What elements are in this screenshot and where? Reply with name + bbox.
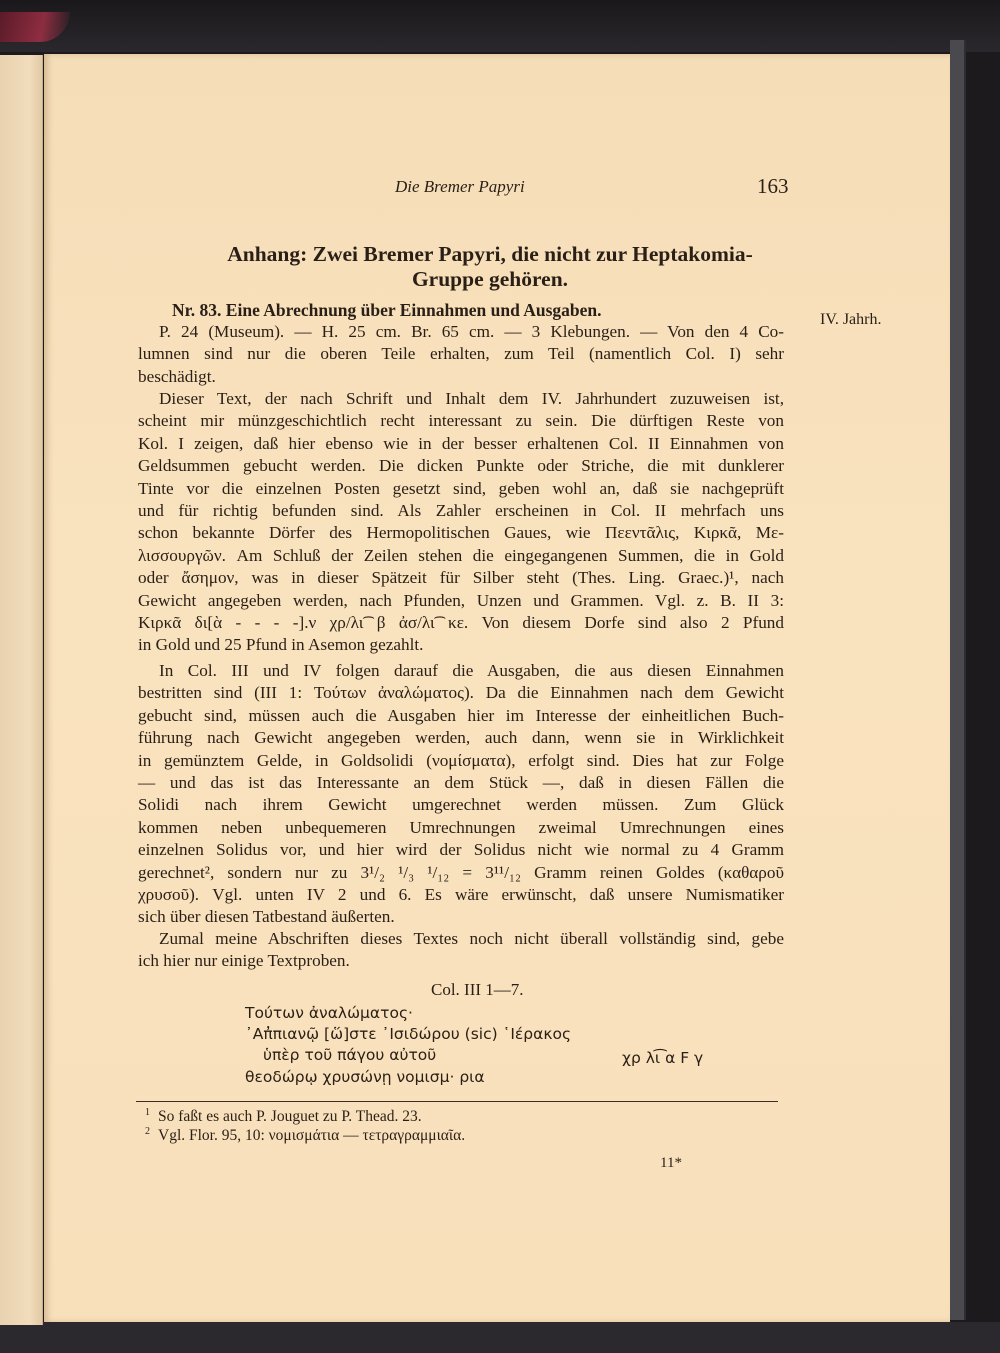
signature-mark: 11* (660, 1155, 682, 1171)
footnote-mark: 2 (145, 1126, 150, 1137)
text-line: beschädigt. (138, 366, 216, 386)
text-line: — und das ist das Interessante an dem Stück —, daß in diesen Fällen die (138, 772, 784, 792)
footnote-rule (136, 1101, 778, 1102)
text-line: Dieser Text, der nach Schrift und Inhalt dem IV. Jahrhundert zuzuweisen ist, (159, 389, 784, 408)
paragraph-analysis (138, 388, 784, 657)
footnote-text: Vgl. Flor. 95, 10: νομισμάτια — τετραγραμμιαῖα. (158, 1127, 466, 1145)
text-line: Zumal meine Abschriften dieses Textes noch nicht überall vollständig sind, gebe (159, 929, 784, 948)
text-line: Kol. I zeigen, daß hier ebenso wie in der besser erhaltenen Col. II Einnahmen von (138, 433, 784, 453)
text-line: sich über diesen Tatbestand äußerten. (138, 907, 395, 927)
footnote-mark: 1 (145, 1107, 150, 1118)
text-line: schon bekannte Dörfer des Hermopolitischen Gaues, wie Πεεντᾶλις, Κιρκᾶ, Με- (138, 523, 784, 543)
text-line: in gemünztem Gelde, in Goldsolidi (νομίσματα), erfolgt sind. Dies hat zur Folge (138, 750, 784, 770)
text-line: bestritten sind (III 1: Τούτων ἀναλώματος). Da die Einnahmen nach dem Gewicht (138, 683, 784, 703)
footnote-1 (145, 1107, 422, 1126)
text-line: lumnen sind nur die oberen Teile erhalten, zum Teil (namentlich Col. I) sehr (138, 344, 784, 364)
text-line: λισσουργῶν. Am Schluß der Zeilen stehen die eingegangenen Summen, die in Gold (138, 545, 784, 565)
running-head: Die Bremer Papyri (395, 177, 525, 196)
text-line: gerechnet², sondern nur zu 3¹/₂ ¹/₃ ¹/₁₂ = 3¹¹/₁₂ Gramm reinen Goldes (καθαροῦ (138, 862, 784, 882)
excerpt-title: Col. III 1—7. (431, 980, 524, 999)
previous-page-edge (0, 55, 43, 1325)
paragraph-note (138, 928, 784, 973)
text-line: χρυσοῦ). Vgl. unten IV 2 und 6. Es wäre erwünscht, daß unsere Numismatiker (138, 884, 784, 904)
excerpt-line: Τούτων ἀναλώματος· (245, 1004, 413, 1022)
book-cover-top (0, 0, 1000, 52)
section-title-line-1: Anhang: Zwei Bremer Papyri, die nicht zur Heptakomia- (227, 242, 753, 266)
section-title (140, 242, 840, 292)
book-cover-bottom (0, 1322, 1000, 1353)
date-label: IV. Jahrh. (820, 311, 882, 328)
excerpt-margin-entry: χρ λι͡ α F γ (622, 1049, 704, 1067)
text-line: Solidi nach ihrem Gewicht umgerechnet werden müssen. Zum Glück (138, 795, 784, 815)
text-line: Κιρκᾶ δι[ὰ - - - -].ν χρ/λι͡ β ἀσ/λι͡ κε. Von diesem Dorfe sind also 2 Pfund (138, 612, 784, 632)
text-line: oder ἄσημον, was in dieser Spätzeit für Silber steht (Thes. Ling. Graec.)¹, nach (138, 568, 784, 588)
text-line: gebucht sind, müssen auch die Ausgaben hier im Interesse der einheitlichen Buch- (138, 705, 784, 725)
text-line: in Gold und 25 Pfund in Asemon gezahlt. (138, 635, 424, 655)
excerpt-line: ᾿Απ̓πιανῷ [ὥ]στε ᾿Ισιδώρου (sic) ῾Ιέρακος (245, 1025, 572, 1043)
paragraph-description (138, 321, 784, 388)
excerpt-line: ὑπὲρ τοῦ πάγου αὐτοῦ (263, 1046, 437, 1064)
footnote-2 (145, 1126, 465, 1145)
book-cover-edge (950, 40, 966, 1320)
text-line: einzelnen Solidus vor, und hier wird der Solidus nicht wie normal zu 4 Gramm (138, 840, 784, 860)
text-line: kommen neben unbequemeren Umrechnungen zweimal Umrechnungen eines (138, 817, 784, 837)
text-line: scheint mir münzgeschichtlich recht interessant zu sein. Die dürftigen Reste von (138, 411, 784, 431)
page-number: 163 (757, 174, 789, 198)
text-line: Gewicht angegeben werden, nach Pfunden, Unzen und Grammen. Vgl. z. B. II 3: (138, 590, 784, 610)
excerpt-line: θεοδώρῳ χρυσώνῃ νομισμ· ρια (245, 1068, 485, 1086)
text-line: führung nach Gewicht angegeben werden, auch dann, wenn sie in Wirklichkeit (138, 728, 784, 748)
text-line: ich hier nur einige Textproben. (138, 951, 350, 971)
section-title-line-2: Gruppe gehören. (411, 267, 569, 291)
text-line: P. 24 (Museum). — H. 25 cm. Br. 65 cm. — 3 Klebungen. — Von den 4 Co- (159, 322, 784, 341)
footnote-text: So faßt es auch P. Jouguet zu P. Thead. 23. (158, 1108, 422, 1126)
text-line: und für richtig befunden sind. Als Zahler erscheinen in Col. II mehrfach uns (138, 500, 784, 520)
paragraph-expenses (138, 660, 784, 929)
text-line: In Col. III und IV folgen darauf die Ausgaben, die aus diesen Einnahmen (159, 661, 784, 680)
text-line: Geldsummen gebucht werden. Die dicken Punkte oder Striche, die mit dunklerer (138, 456, 784, 476)
document-heading: Nr. 83. Eine Abrechnung über Einnahmen und Ausgaben. (172, 300, 602, 320)
text-line: Tinte vor die einzelnen Posten gesetzt sind, geben wohl an, daß sie nachgeprüft (138, 478, 784, 498)
